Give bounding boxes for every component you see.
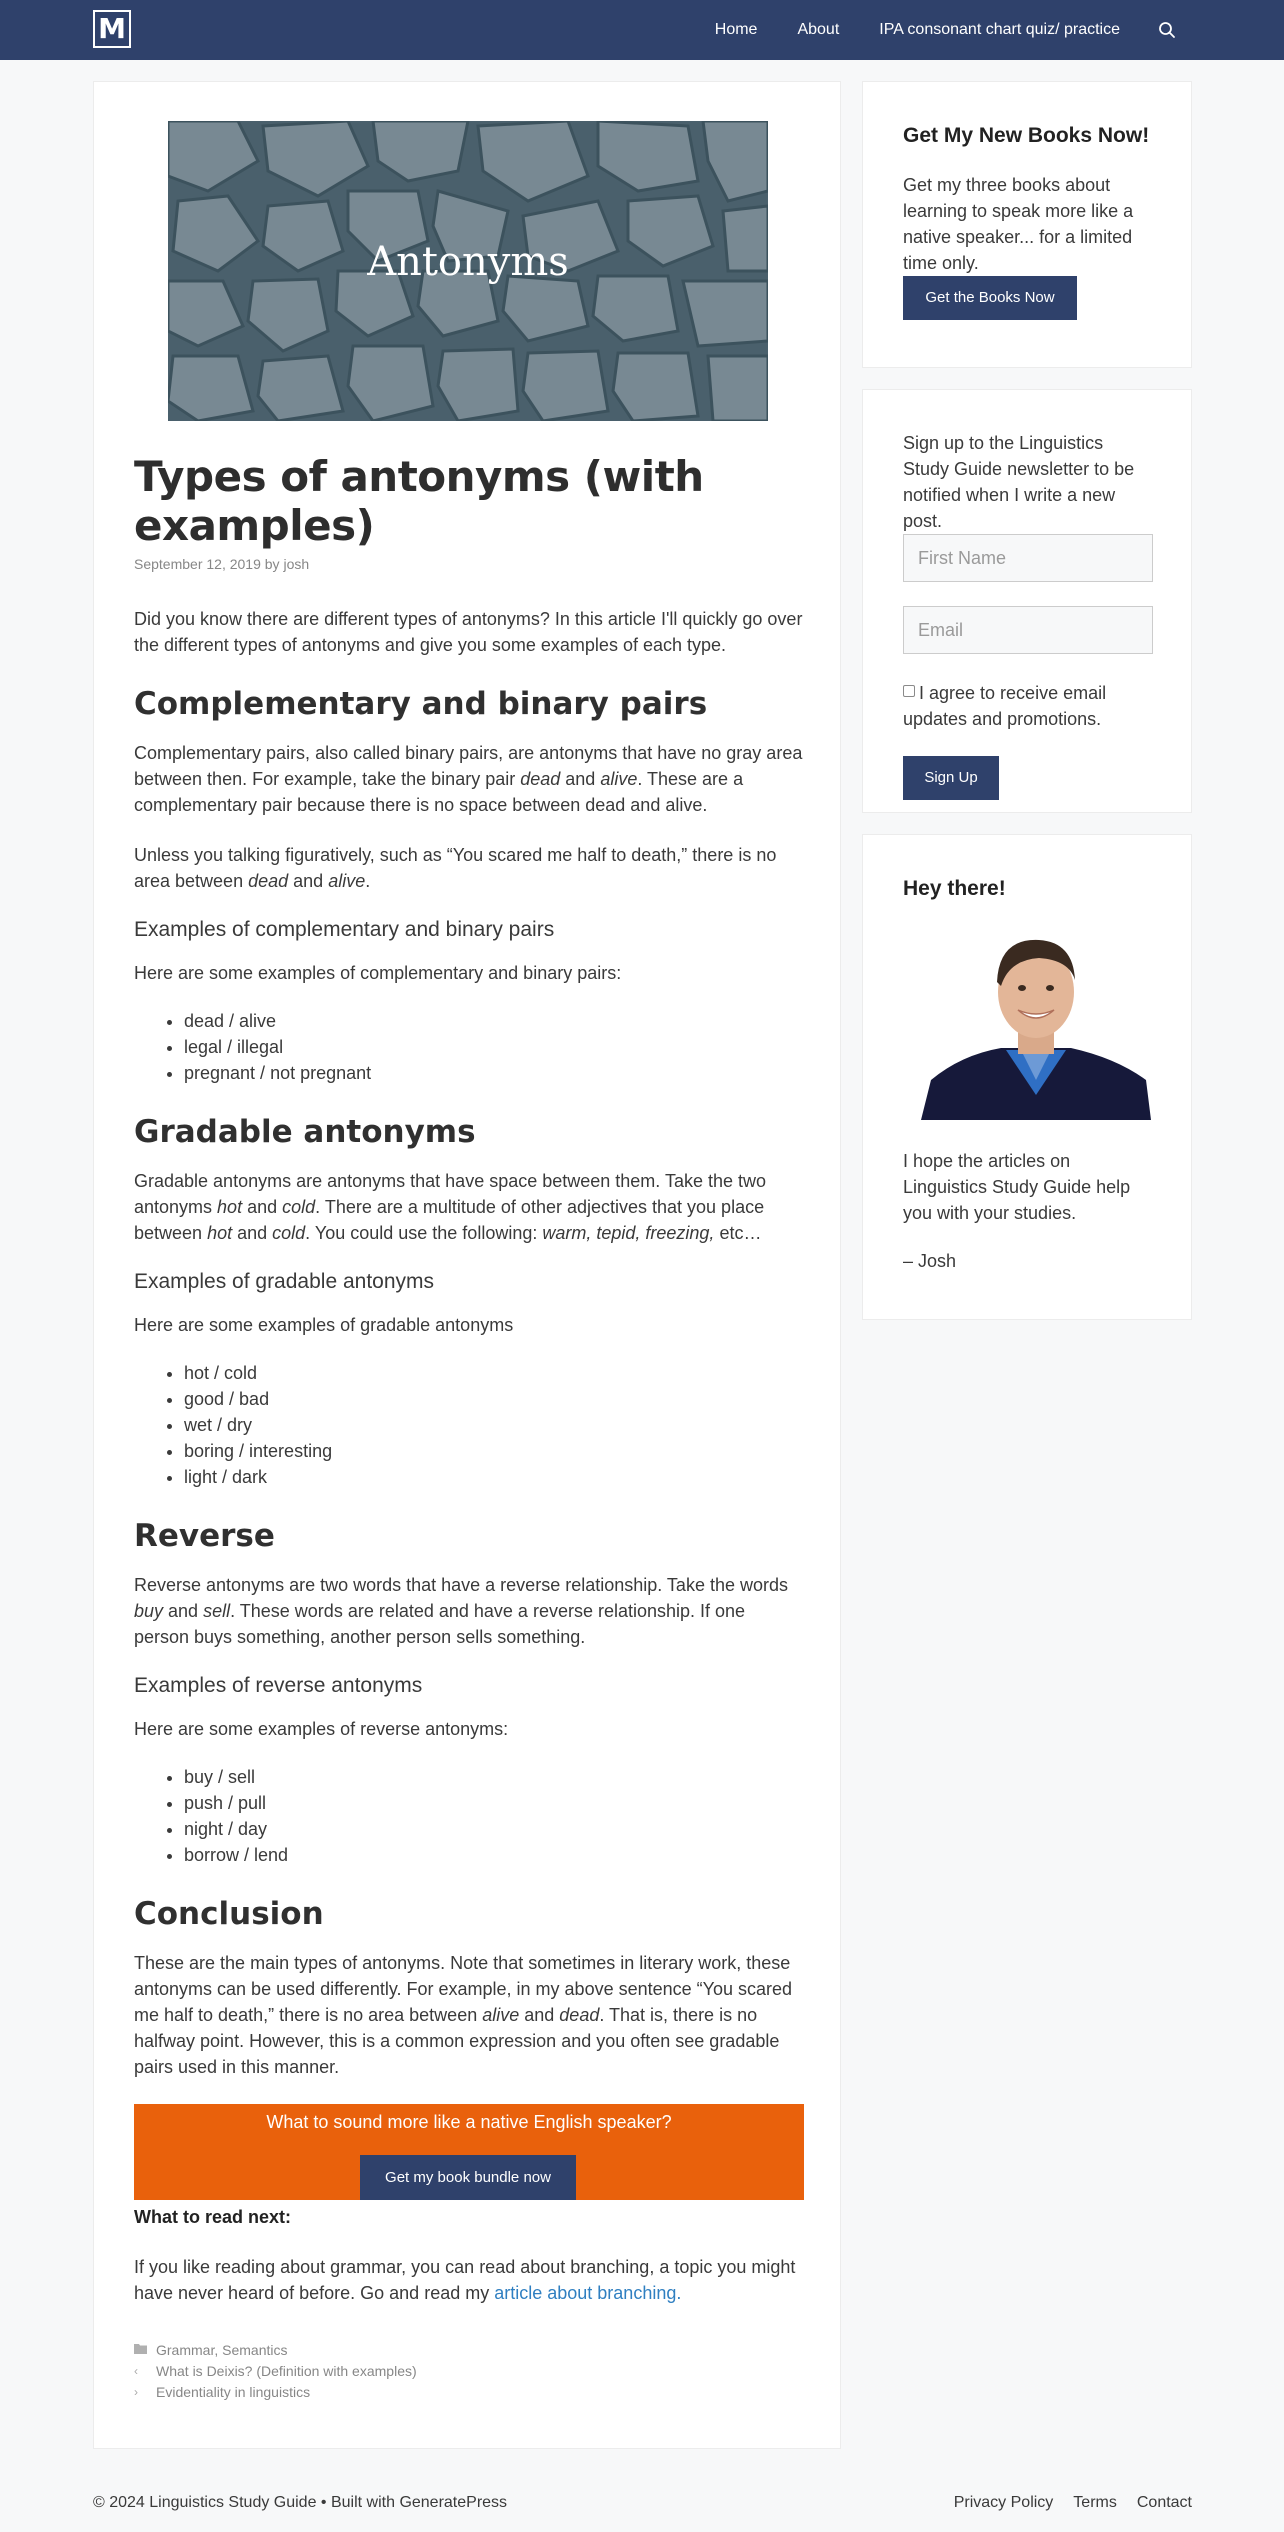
by-label: by xyxy=(264,556,280,572)
heading-conclusion: Conclusion xyxy=(134,1896,324,1932)
list-item: • boring / interesting xyxy=(184,1438,804,1464)
sign-up-button[interactable]: Sign Up xyxy=(903,756,999,800)
consent-row xyxy=(903,680,1153,732)
gradable-examples-list xyxy=(184,1360,804,1490)
books-widget-title: Get My New Books Now! xyxy=(903,124,1150,147)
complementary-paragraph-2: Unless you talking figuratively, such as “You scared me half to death,” there is no area between dead and alive. xyxy=(134,845,777,891)
list-item: • pregnant / not pregnant xyxy=(184,1060,804,1086)
branching-article-link[interactable]: article about branching. xyxy=(494,2283,682,2303)
subheading-gradable-examples: Examples of gradable antonyms xyxy=(134,1270,434,1293)
featured-image-title: Antonyms xyxy=(367,239,569,285)
list-item: • dead / alive xyxy=(184,1008,804,1034)
consent-checkbox[interactable] xyxy=(903,685,915,697)
reverse-examples-list xyxy=(184,1764,804,1868)
chevron-right-icon: › xyxy=(134,2385,138,2399)
list-item: • wet / dry xyxy=(184,1412,804,1438)
author-photo xyxy=(921,930,1151,1120)
get-books-button[interactable]: Get the Books Now xyxy=(903,276,1077,320)
next-post-link[interactable]: Evidentiality in linguistics xyxy=(156,2384,311,2400)
list-item: • buy / sell xyxy=(184,1764,804,1790)
nav-about-link[interactable]: About xyxy=(797,21,840,38)
main-menu xyxy=(715,0,1284,60)
site-footer xyxy=(0,2480,1284,2532)
heading-reverse: Reverse xyxy=(134,1518,275,1554)
article-content xyxy=(134,452,804,2403)
read-next-heading: What to read next: xyxy=(134,2207,292,2227)
about-widget-title: Hey there! xyxy=(903,877,1006,900)
featured-image xyxy=(168,121,768,421)
chevron-left-icon: ‹ xyxy=(134,2364,138,2378)
first-name-input[interactable]: First Name xyxy=(903,534,1153,582)
list-item: • hot / cold xyxy=(184,1360,804,1386)
post-date[interactable]: September 12, 2019 xyxy=(134,556,261,572)
books-widget-text: Get my three books about learning to speak more like a native speaker... for a limited time only. xyxy=(903,175,1134,273)
complementary-paragraph-1: Complementary pairs, also called binary pairs, are antonyms that have no gray area between then. For example, take the binary pair dead and alive. These are a complementary pair because there is no space between dead and alive. xyxy=(134,743,803,815)
article-title: Types of antonyms (with examples) xyxy=(134,452,704,550)
subheading-complementary-examples: Examples of complementary and binary pairs xyxy=(134,918,555,941)
about-signature: – Josh xyxy=(903,1251,957,1271)
conclusion-paragraph: These are the main types of antonyms. Note that sometimes in literary work, these antonyms can be used differently. For example, in my above sentence “You scared me half to death,” there is no area between alive and dead. That is, there is no halfway point. However, this is a common expression and you often see gradable pairs used in this manner. xyxy=(134,1953,793,2077)
category-links[interactable]: Grammar, Semantics xyxy=(156,2342,288,2358)
list-item: • legal / illegal xyxy=(184,1034,804,1060)
folder-icon xyxy=(134,2340,156,2361)
email-input[interactable]: Email xyxy=(903,606,1153,654)
subheading-reverse-examples: Examples of reverse antonyms xyxy=(134,1674,423,1697)
nav-home-link[interactable]: Home xyxy=(714,21,758,38)
newsletter-text: Sign up to the Linguistics Study Guide newsletter to be notified when I write a new post. xyxy=(903,433,1135,531)
post-author-link[interactable]: josh xyxy=(283,556,310,572)
site-logo[interactable]: M xyxy=(93,10,131,48)
contact-link[interactable]: Contact xyxy=(1136,2494,1192,2511)
footer-links xyxy=(934,2494,1192,2512)
list-item: • good / bad xyxy=(184,1386,804,1412)
about-widget xyxy=(862,834,1192,1320)
complementary-examples-list xyxy=(184,1008,804,1086)
top-navigation-bar xyxy=(0,0,1284,60)
list-item: • borrow / lend xyxy=(184,1842,804,1868)
heading-gradable: Gradable antonyms xyxy=(134,1114,476,1150)
newsletter-widget xyxy=(862,389,1192,813)
list-item: • light / dark xyxy=(184,1464,804,1490)
gradable-examples-intro: Here are some examples of gradable antonyms xyxy=(134,1315,514,1335)
list-item: • night / day xyxy=(184,1816,804,1842)
post-footer-meta xyxy=(134,2340,804,2403)
nav-ipa-quiz-link[interactable]: IPA consonant chart quiz/ practice xyxy=(879,21,1120,38)
terms-link[interactable]: Terms xyxy=(1073,2494,1117,2511)
banner-text: What to sound more like a native English speaker? xyxy=(266,2112,672,2132)
books-widget xyxy=(862,81,1192,368)
post-meta xyxy=(134,556,804,572)
gradable-paragraph: Gradable antonyms are antonyms that have space between them. Take the two antonyms hot and cold. There are a multitude of other adjectives that you place between hot and cold. You could use the following: warm, tepid, freezing, etc… xyxy=(134,1171,767,1243)
search-icon[interactable] xyxy=(1158,21,1176,39)
complementary-examples-intro: Here are some examples of complementary and binary pairs: xyxy=(134,963,622,983)
heading-complementary: Complementary and binary pairs xyxy=(134,686,708,722)
book-bundle-banner xyxy=(134,2104,804,2200)
intro-paragraph: Did you know there are different types of antonyms? In this article I'll quickly go over the different types of antonyms and give you some examples of each type. xyxy=(134,609,803,655)
get-book-bundle-button[interactable]: Get my book bundle now xyxy=(360,2155,576,2200)
privacy-policy-link[interactable]: Privacy Policy xyxy=(953,2494,1054,2511)
list-item: • push / pull xyxy=(184,1790,804,1816)
previous-post-link[interactable]: What is Deixis? (Definition with examples) xyxy=(156,2363,417,2379)
copyright-text: © 2024 Linguistics Study Guide • Built with GeneratePress xyxy=(93,2494,508,2511)
article-card xyxy=(93,81,841,2449)
reverse-examples-intro: Here are some examples of reverse antonyms: xyxy=(134,1719,509,1739)
about-widget-text: I hope the articles on Linguistics Study Guide help you with your studies. xyxy=(903,1151,1131,1223)
read-next-paragraph: If you like reading about grammar, you can read about branching, a topic you might have never heard of before. Go and read my article about branching. xyxy=(134,2257,796,2303)
consent-label[interactable]: I agree to receive email updates and promotions. xyxy=(903,683,1107,729)
reverse-paragraph: Reverse antonyms are two words that have a reverse relationship. Take the words buy and sell. These words are related and have a reverse relationship. If one person buys something, another person sells something. xyxy=(134,1575,788,1647)
